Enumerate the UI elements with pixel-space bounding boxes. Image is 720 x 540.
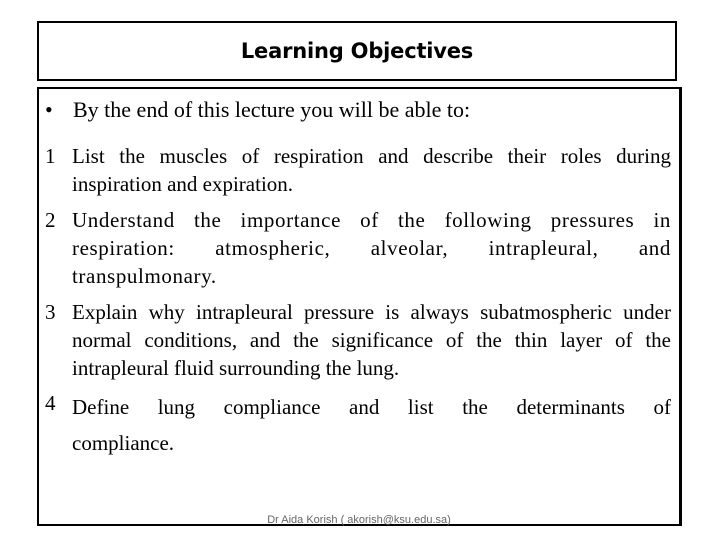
objective-text: Explain why intrapleural pressure is always subatmospheric under normal conditions, and the significance of the thin layer of the intrapleural fluid surrounding the lung.	[72, 300, 671, 380]
objective-text: List the muscles of respiration and describe their roles during inspiration and expiration.	[72, 144, 671, 196]
objective-number: 1	[45, 144, 56, 168]
content-box	[37, 87, 682, 526]
objective-item	[45, 298, 671, 382]
objective-text: Define lung compliance and list the determinants of compliance.	[72, 395, 671, 455]
footer-credit: Dr Aida Korish ( akorish@ksu.edu.sa)	[267, 514, 451, 526]
bullet-icon: •	[45, 97, 53, 122]
objective-number: 3	[45, 300, 56, 324]
title-box	[37, 21, 677, 81]
objective-item	[45, 142, 671, 198]
slide-title: Learning Objectives	[240, 39, 474, 63]
objective-item	[45, 206, 671, 290]
objective-text: Understand the importance of the following pressures in respiration: atmospheric, alveolar, intrapleural, and transpulmonary.	[72, 208, 671, 288]
objective-number: 4	[45, 391, 56, 415]
objective-item	[45, 389, 671, 461]
intro-line	[45, 97, 470, 123]
intro-text: By the end of this lecture you will be able to:	[73, 97, 471, 122]
objective-number: 2	[45, 208, 56, 232]
